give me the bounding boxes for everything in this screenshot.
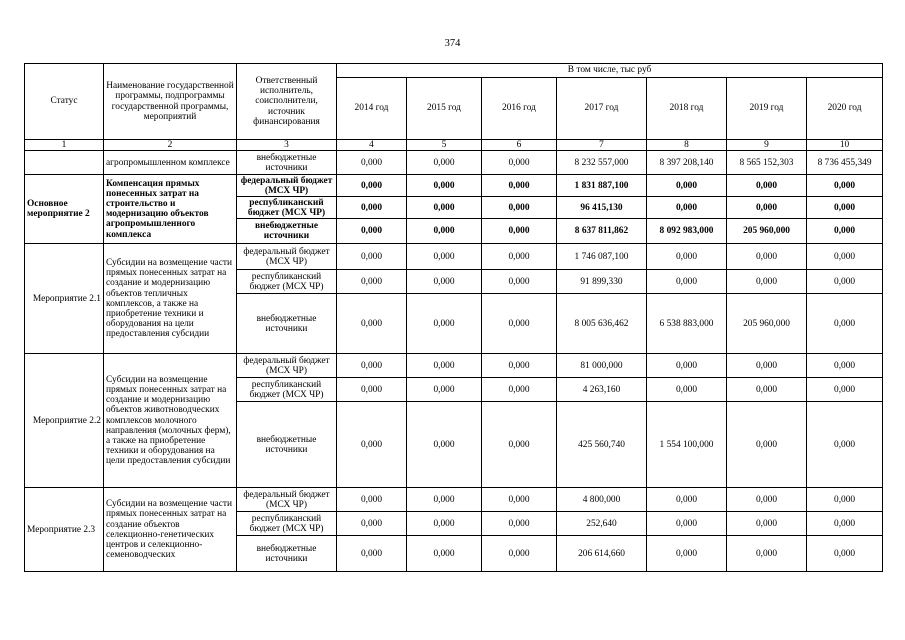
status-cell: Основное мероприятие 2 <box>25 175 104 244</box>
value-cell: 0,000 <box>407 244 482 270</box>
value-cell: 0,000 <box>727 244 807 270</box>
column-number: 6 <box>482 140 557 151</box>
budget-table <box>24 63 883 572</box>
value-cell: 8 565 152,303 <box>727 151 807 175</box>
column-number: 5 <box>407 140 482 151</box>
table-row <box>25 488 883 512</box>
column-number: 8 <box>647 140 727 151</box>
funding-source-cell: республиканский бюджет (МСХ ЧР) <box>237 512 337 536</box>
header-status: Статус <box>25 64 104 140</box>
value-cell: 8 637 811,862 <box>557 219 647 244</box>
value-cell: 0,000 <box>407 402 482 488</box>
value-cell: 205 960,000 <box>727 219 807 244</box>
value-cell: 0,000 <box>337 151 407 175</box>
value-cell: 0,000 <box>482 402 557 488</box>
value-cell: 0,000 <box>807 219 883 244</box>
header-year: 2018 год <box>647 78 727 140</box>
value-cell: 81 000,000 <box>557 354 647 378</box>
value-cell: 0,000 <box>807 512 883 536</box>
value-cell: 8 736 455,349 <box>807 151 883 175</box>
value-cell: 206 614,660 <box>557 536 647 572</box>
value-cell: 0,000 <box>337 244 407 270</box>
value-cell: 0,000 <box>647 244 727 270</box>
value-cell: 0,000 <box>727 378 807 402</box>
funding-source-cell: республиканский бюджет (МСХ ЧР) <box>237 197 337 219</box>
measure-name-cell: Компенсация прямых понесенных затрат на строительство и модернизацию объектов агропромышленного комплекса <box>104 175 237 244</box>
value-cell: 0,000 <box>407 175 482 197</box>
funding-source-cell: федеральный бюджет (МСХ ЧР) <box>237 175 337 197</box>
value-cell: 0,000 <box>807 244 883 270</box>
funding-source-cell: внебюджетные источники <box>237 219 337 244</box>
value-cell: 0,000 <box>337 219 407 244</box>
value-cell: 0,000 <box>407 536 482 572</box>
value-cell: 8 005 636,462 <box>557 294 647 354</box>
value-cell: 4 263,160 <box>557 378 647 402</box>
measure-name-cell: Субсидии на возмещение части прямых понесенных затрат на создание объектов селекционно-генетических центров и селекционно-семеноводческих <box>104 488 237 572</box>
value-cell: 425 560,740 <box>557 402 647 488</box>
header-year: 2015 год <box>407 78 482 140</box>
funding-source-cell: федеральный бюджет (МСХ ЧР) <box>237 354 337 378</box>
value-cell: 0,000 <box>482 219 557 244</box>
value-cell: 0,000 <box>727 512 807 536</box>
header-year: 2020 год <box>807 78 883 140</box>
value-cell: 0,000 <box>407 197 482 219</box>
funding-source-cell: внебюджетные источники <box>237 402 337 488</box>
value-cell: 8 397 208,140 <box>647 151 727 175</box>
status-cell: Мероприятие 2.3 <box>25 488 104 572</box>
measure-name-cell: агропромышленном комплексе <box>104 151 237 175</box>
value-cell: 1 746 087,100 <box>557 244 647 270</box>
header-year: 2017 год <box>557 78 647 140</box>
value-cell: 0,000 <box>407 151 482 175</box>
column-number: 1 <box>25 140 104 151</box>
value-cell: 1 554 100,000 <box>647 402 727 488</box>
value-cell: 0,000 <box>647 512 727 536</box>
value-cell: 6 538 883,000 <box>647 294 727 354</box>
value-cell: 0,000 <box>407 488 482 512</box>
value-cell: 0,000 <box>807 270 883 294</box>
value-cell: 0,000 <box>807 402 883 488</box>
column-number: 7 <box>557 140 647 151</box>
value-cell: 0,000 <box>337 536 407 572</box>
funding-source-cell: республиканский бюджет (МСХ ЧР) <box>237 270 337 294</box>
value-cell: 0,000 <box>337 294 407 354</box>
funding-source-cell: внебюджетные источники <box>237 151 337 175</box>
value-cell: 0,000 <box>727 354 807 378</box>
measure-name-cell: Субсидии на возмещение прямых понесенных затрат на создание и модернизацию объектов животноводческих комплексов молочного направления (молочных ферм), а также на приобретение техники и оборудования на цели предоставления субсидии <box>104 354 237 488</box>
value-cell: 0,000 <box>482 294 557 354</box>
value-cell: 0,000 <box>337 378 407 402</box>
value-cell: 205 960,000 <box>727 294 807 354</box>
funding-source-cell: внебюджетные источники <box>237 294 337 354</box>
value-cell: 0,000 <box>407 512 482 536</box>
value-cell: 0,000 <box>727 175 807 197</box>
value-cell: 0,000 <box>807 536 883 572</box>
value-cell: 0,000 <box>807 378 883 402</box>
column-number: 10 <box>807 140 883 151</box>
value-cell: 0,000 <box>407 378 482 402</box>
header-name: Наименование государственной программы, подпрограммы государственной программы, мероприятий <box>104 64 237 140</box>
header-including: В том числе, тыс руб <box>337 64 883 78</box>
value-cell: 0,000 <box>482 270 557 294</box>
column-number: 9 <box>727 140 807 151</box>
value-cell: 4 800,000 <box>557 488 647 512</box>
value-cell: 0,000 <box>407 294 482 354</box>
value-cell: 0,000 <box>337 270 407 294</box>
value-cell: 0,000 <box>407 354 482 378</box>
header-year: 2016 год <box>482 78 557 140</box>
value-cell: 0,000 <box>337 175 407 197</box>
value-cell: 0,000 <box>727 402 807 488</box>
table-row <box>25 151 883 175</box>
value-cell: 0,000 <box>807 294 883 354</box>
status-cell <box>25 151 104 175</box>
value-cell: 0,000 <box>647 378 727 402</box>
value-cell: 0,000 <box>727 536 807 572</box>
value-cell: 0,000 <box>807 197 883 219</box>
table-row <box>25 175 883 197</box>
table-row <box>25 354 883 378</box>
value-cell: 0,000 <box>407 270 482 294</box>
status-cell: Мероприятие 2.1 <box>25 244 104 354</box>
value-cell: 0,000 <box>727 270 807 294</box>
value-cell: 96 415,130 <box>557 197 647 219</box>
value-cell: 0,000 <box>647 536 727 572</box>
value-cell: 0,000 <box>482 175 557 197</box>
value-cell: 0,000 <box>337 402 407 488</box>
value-cell: 0,000 <box>647 488 727 512</box>
value-cell: 0,000 <box>807 488 883 512</box>
value-cell: 0,000 <box>482 536 557 572</box>
value-cell: 0,000 <box>647 270 727 294</box>
value-cell: 0,000 <box>727 488 807 512</box>
value-cell: 0,000 <box>337 512 407 536</box>
value-cell: 8 092 983,000 <box>647 219 727 244</box>
value-cell: 0,000 <box>647 175 727 197</box>
value-cell: 0,000 <box>482 378 557 402</box>
value-cell: 252,640 <box>557 512 647 536</box>
value-cell: 0,000 <box>482 512 557 536</box>
page-number: 374 <box>444 38 461 49</box>
value-cell: 91 899,330 <box>557 270 647 294</box>
value-cell: 0,000 <box>647 354 727 378</box>
header-year: 2019 год <box>727 78 807 140</box>
value-cell: 0,000 <box>807 354 883 378</box>
value-cell: 0,000 <box>482 151 557 175</box>
value-cell: 0,000 <box>647 197 727 219</box>
header-responsible: Ответственный исполнитель, соисполнители, источник финансирования <box>237 64 337 140</box>
value-cell: 0,000 <box>482 488 557 512</box>
measure-name-cell: Субсидии на возмещение части прямых понесенных затрат на создание и модернизацию объектов тепличных комплексов, а также на приобретение техники и оборудования на цели предоставления субсидии <box>104 244 237 354</box>
value-cell: 0,000 <box>482 354 557 378</box>
value-cell: 8 232 557,000 <box>557 151 647 175</box>
column-number: 2 <box>104 140 237 151</box>
funding-source-cell: федеральный бюджет (МСХ ЧР) <box>237 244 337 270</box>
value-cell: 0,000 <box>482 244 557 270</box>
column-number: 3 <box>237 140 337 151</box>
funding-source-cell: внебюджетные источники <box>237 536 337 572</box>
value-cell: 0,000 <box>727 197 807 219</box>
column-number: 4 <box>337 140 407 151</box>
value-cell: 0,000 <box>337 488 407 512</box>
status-cell: Мероприятие 2.2 <box>25 354 104 488</box>
value-cell: 0,000 <box>807 175 883 197</box>
value-cell: 0,000 <box>482 197 557 219</box>
table-row <box>25 244 883 270</box>
value-cell: 0,000 <box>337 197 407 219</box>
value-cell: 1 831 887,100 <box>557 175 647 197</box>
funding-source-cell: республиканский бюджет (МСХ ЧР) <box>237 378 337 402</box>
funding-source-cell: федеральный бюджет (МСХ ЧР) <box>237 488 337 512</box>
value-cell: 0,000 <box>337 354 407 378</box>
header-year: 2014 год <box>337 78 407 140</box>
value-cell: 0,000 <box>407 219 482 244</box>
